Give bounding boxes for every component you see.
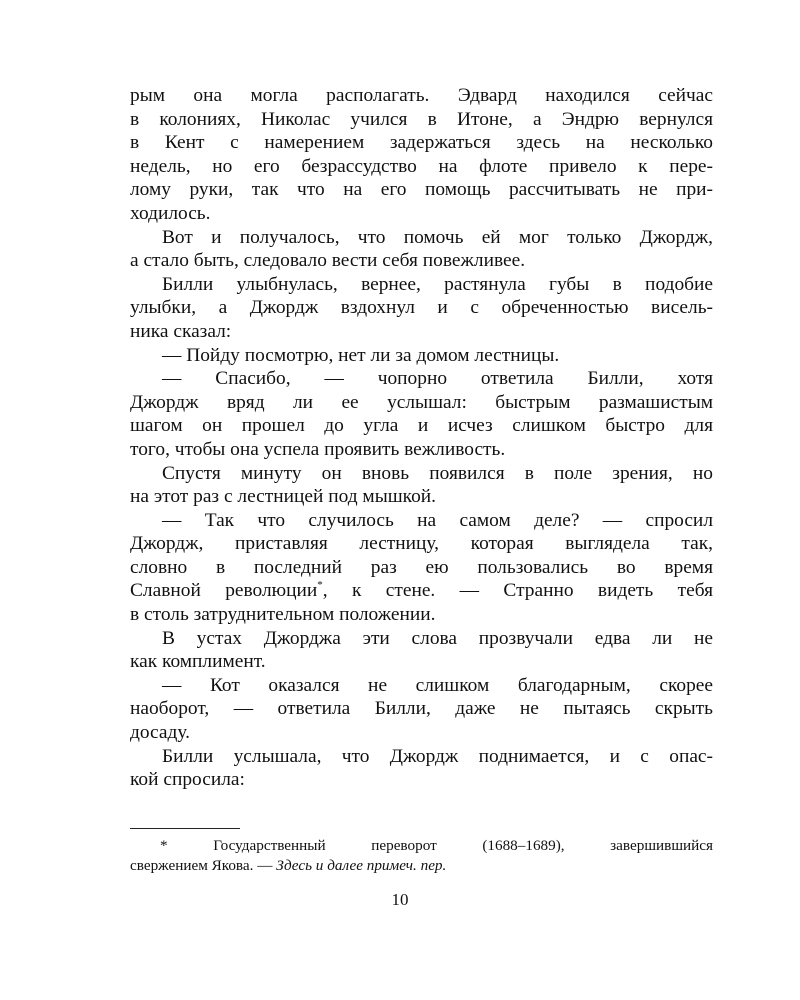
text-line: досаду.: [130, 722, 190, 744]
footnote-line: [130, 856, 713, 876]
paragraph-8: [130, 627, 713, 674]
text-line: Билли улыбнулась, вернее, растянула губы в подобие: [162, 273, 713, 295]
text-fragment: Славной революции: [130, 580, 318, 602]
footnote-text: свержением Якова. —: [130, 856, 277, 874]
text-line: Билли услышала, что Джордж поднимается, и с опас-: [162, 745, 713, 767]
paragraph-1: [130, 84, 713, 226]
paragraph-9: [130, 674, 713, 745]
text-line: недель, но его безрассудство на флоте привело к пере-: [130, 155, 713, 177]
body-text: [130, 84, 713, 792]
text-line: Вот и получалось, что помочь ей мог только Джордж,: [162, 226, 713, 248]
text-line: на этот раз с лестницей под мышкой.: [130, 486, 437, 508]
text-line: Джордж вряд ли ее услышал: быстрым размашистым: [130, 391, 713, 413]
paragraph-3: [130, 273, 713, 344]
paragraph-4: [130, 344, 713, 368]
footnote-divider: [130, 828, 240, 829]
text-line: — Пойду посмотрю, нет ли за домом лестницы.: [162, 344, 560, 366]
text-line: Спустя минуту он вновь появился в поле зрения, но: [162, 462, 713, 484]
text-line-with-footnote-mark: [130, 579, 713, 603]
text-line: — Кот оказался не слишком благодарным, скорее: [162, 674, 713, 696]
footnote-marker: *: [317, 579, 323, 592]
text-fragment: , к стене. — Странно видеть тебя: [322, 580, 713, 602]
text-line: рым она могла располагать. Эдвард находился сейчас: [130, 85, 713, 106]
text-line: а стало быть, следовало вести себя повежливее.: [130, 250, 526, 272]
paragraph-5: [130, 367, 713, 461]
page-number: 10: [391, 890, 409, 909]
paragraph-7: [130, 509, 713, 627]
paragraph-10: [130, 745, 713, 792]
text-line: шагом он прошел до угла и исчез слишком быстро для: [130, 415, 713, 437]
text-line: ходилось.: [130, 202, 211, 224]
text-line: — Так что случилось на самом деле? — спросил: [162, 509, 713, 531]
text-line: в столь затруднительном положении.: [130, 604, 436, 626]
footnote: [130, 836, 713, 875]
paragraph-2: [130, 226, 713, 273]
text-line: в Кент с намерением задержаться здесь на несколько: [130, 132, 713, 154]
text-line: в колониях, Николас учился в Итоне, а Эндрю вернулся: [130, 108, 713, 130]
text-line: того, чтобы она успела проявить вежливость.: [130, 438, 506, 460]
text-line: наоборот, — ответила Билли, даже не пытаясь скрыть: [130, 698, 713, 720]
text-line: словно в последний раз ею пользовались во время: [130, 556, 713, 578]
text-line: улыбки, а Джордж вздохнул и с обреченностью висель-: [130, 297, 713, 319]
footnote-italic-note: Здесь и далее примеч. пер.: [276, 856, 447, 874]
text-line: — Спасибо, — чопорно ответила Билли, хотя: [162, 368, 713, 390]
footnote-line: * Государственный переворот (1688–1689), завершившийся: [160, 837, 713, 854]
paragraph-6: [130, 462, 713, 509]
text-line: В устах Джорджа эти слова прозвучали едва ли не: [162, 627, 713, 649]
text-line: как комплимент.: [130, 651, 266, 673]
text-line: ника сказал:: [130, 320, 232, 342]
text-line: Джордж, приставляя лестницу, которая выглядела так,: [130, 533, 713, 555]
text-line: лому руки, так что на его помощь рассчитывать не при-: [130, 179, 713, 201]
text-line: кой спросила:: [130, 769, 245, 791]
